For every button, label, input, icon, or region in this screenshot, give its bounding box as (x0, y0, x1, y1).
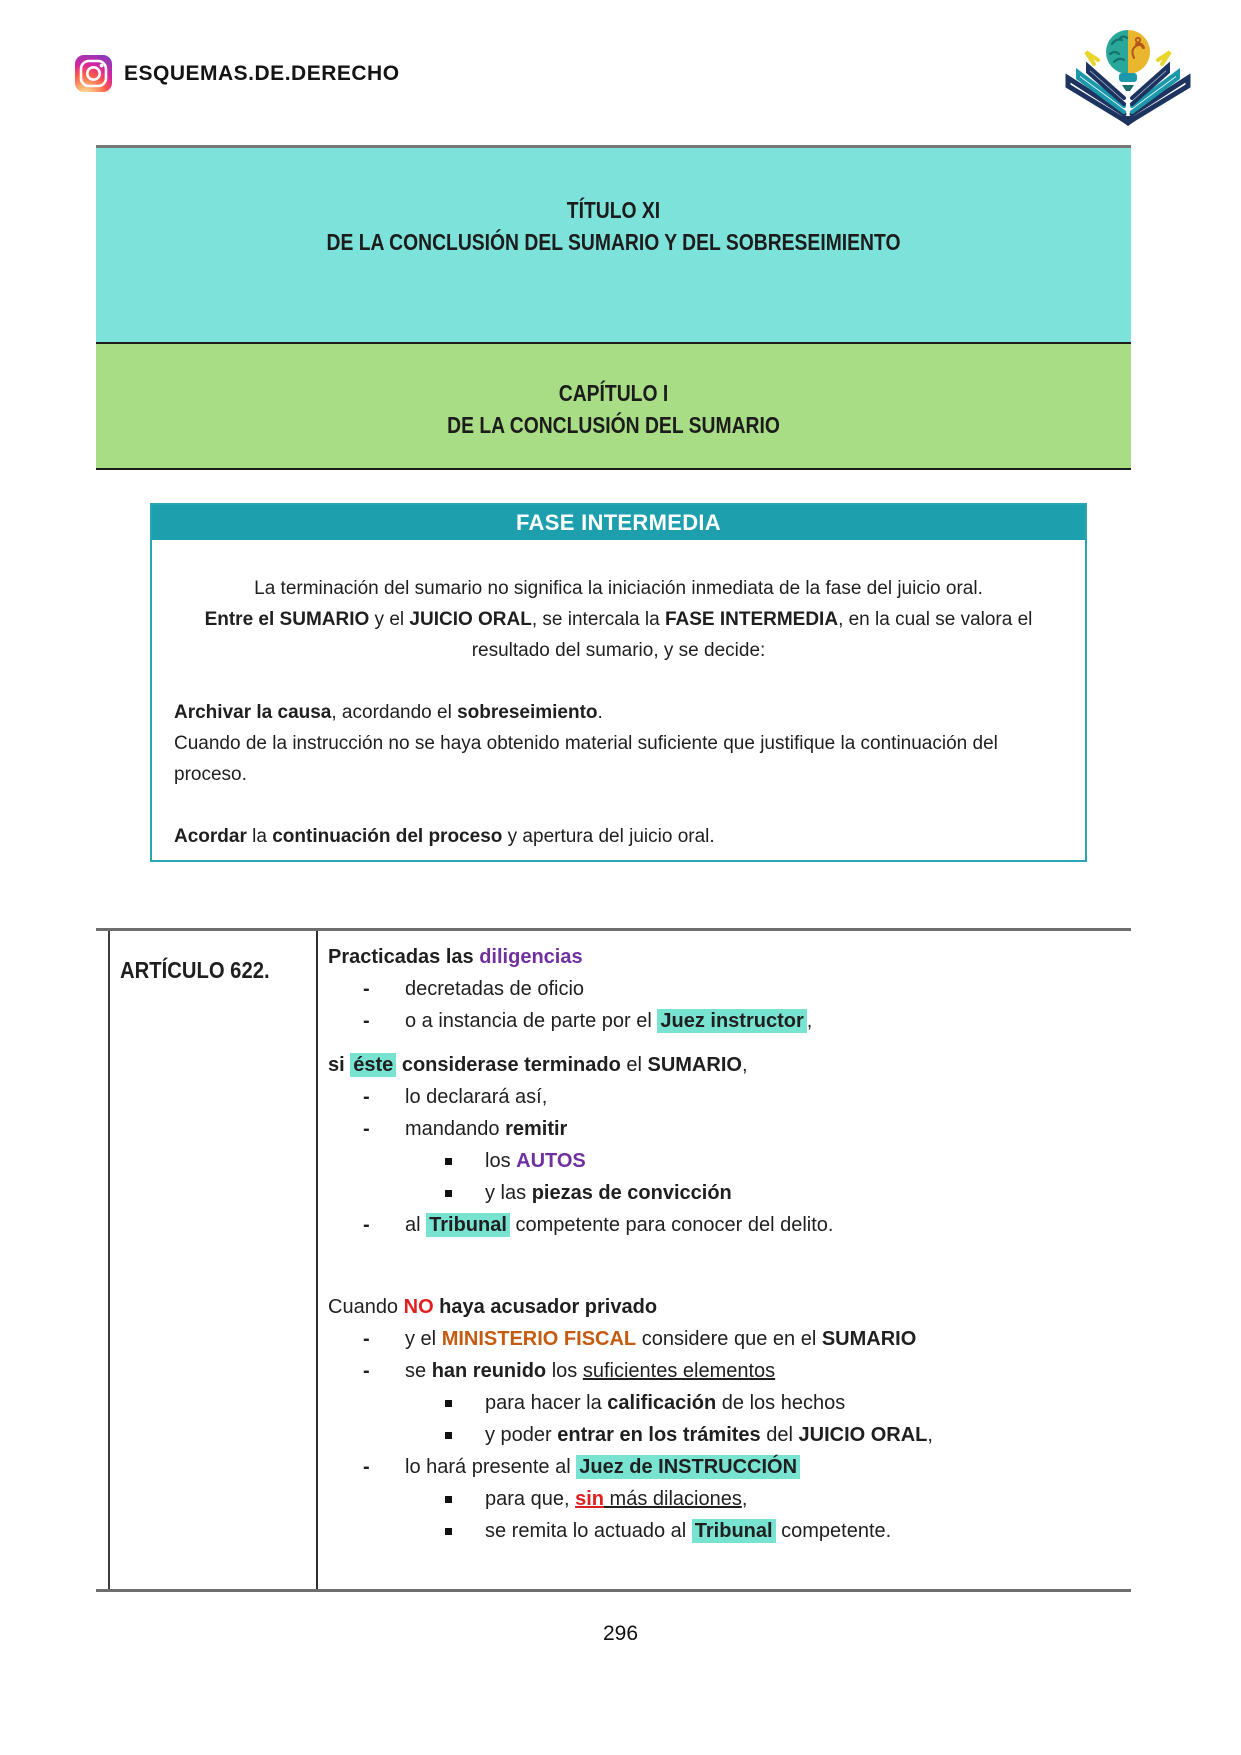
brain-lightbulb-book-logo (1058, 14, 1198, 136)
chapter-banner (96, 342, 1131, 470)
text-segment: , (741, 1054, 748, 1076)
text-segment: NO (403, 1296, 434, 1318)
article-line-text (328, 1419, 933, 1451)
text-segment: los (546, 1360, 583, 1382)
dash-bullet-icon: - (363, 1360, 370, 1382)
text-segment: y apertura del juicio oral. (502, 826, 715, 847)
text-segment: haya acusador privado (433, 1296, 658, 1318)
article-line-text (328, 1081, 547, 1113)
article-content-cell (328, 941, 1128, 1547)
text-segment: remitir (505, 1118, 568, 1140)
article-line-text (328, 1145, 586, 1177)
article-line-text (328, 1323, 916, 1355)
article-line (328, 1209, 1128, 1241)
text-segment: JUICIO ORAL (798, 1424, 928, 1446)
chapter-banner-line2: DE LA CONCLUSIÓN DEL SUMARIO (447, 412, 780, 438)
text-segment: si (328, 1054, 351, 1076)
article-line-text (328, 1483, 747, 1515)
article-line (328, 1387, 1128, 1419)
text-segment: y las (485, 1182, 532, 1204)
page-header (75, 55, 400, 92)
text-segment: Cuando de la instrucción no se haya obtenido material suficiente que justifique la continuación del proceso. (174, 733, 998, 785)
article-line-text (328, 1296, 657, 1318)
text-segment: FASE INTERMEDIA (664, 609, 839, 630)
article-line (328, 1145, 1128, 1177)
text-segment: entrar en los trámites (557, 1424, 761, 1446)
article-line (328, 1005, 1128, 1037)
table-left-border (108, 931, 110, 1589)
text-segment: calificación (607, 1392, 717, 1414)
text-segment: , se intercala la (531, 609, 665, 630)
text-segment: competente para conocer del delito. (509, 1214, 834, 1236)
instagram-icon (75, 55, 112, 92)
text-segment: Juez de INSTRUCCIÓN (576, 1455, 800, 1479)
article-line (328, 1113, 1128, 1145)
article-line-text (328, 1005, 812, 1037)
square-bullet-icon (445, 1528, 452, 1535)
article-line-text (328, 1209, 833, 1241)
text-segment: diligencias (479, 946, 583, 968)
article-line (328, 1291, 1128, 1323)
article-line (328, 1483, 1128, 1515)
text-segment: han reunido (431, 1360, 547, 1382)
article-line (328, 1419, 1128, 1451)
text-segment: , (806, 1010, 813, 1032)
text-segment: lo declarará así, (405, 1086, 548, 1108)
text-segment: sobreseimiento (457, 702, 598, 723)
article-line (328, 973, 1128, 1005)
article-label: ARTÍCULO 622. (120, 957, 270, 983)
article-line-text (328, 1451, 800, 1483)
text-segment: Juez instructor (657, 1009, 806, 1033)
fase-box-body (152, 540, 1085, 852)
text-segment: la (246, 826, 273, 847)
text-segment: decretadas de oficio (405, 978, 585, 1000)
dash-bullet-icon: - (363, 1118, 370, 1140)
text-segment: de los hechos (716, 1392, 846, 1414)
square-bullet-icon (445, 1158, 452, 1165)
text-segment: Practicadas las (328, 946, 480, 968)
article-line-text (328, 946, 583, 968)
article-line-text (328, 1053, 748, 1077)
article-line (328, 1515, 1128, 1547)
text-segment: o a instancia de parte por el (405, 1010, 658, 1032)
dash-bullet-icon: - (363, 1086, 370, 1108)
text-segment: más dilaciones (603, 1488, 742, 1510)
text-segment: competente. (775, 1520, 892, 1542)
page-number: 296 (602, 1622, 639, 1645)
text-segment: para que, (485, 1488, 576, 1510)
account-handle: ESQUEMAS.DE.DERECHO (124, 61, 400, 85)
text-segment: SUMARIO (647, 1054, 742, 1076)
text-segment: MINISTERIO FISCAL (441, 1328, 637, 1350)
text-segment: piezas de convicción (531, 1182, 732, 1204)
article-line (328, 1323, 1128, 1355)
fase-paragraph (174, 573, 1063, 604)
dash-bullet-icon: - (363, 1328, 370, 1350)
text-segment: se (405, 1360, 432, 1382)
text-segment: del (760, 1424, 799, 1446)
text-segment: Cuando (328, 1296, 404, 1318)
fase-paragraph (174, 697, 1063, 728)
article-line-text (328, 1515, 891, 1547)
dash-bullet-icon: - (363, 1010, 370, 1032)
text-segment: JUICIO ORAL (409, 609, 532, 630)
article-622-table (96, 928, 1131, 1592)
dash-bullet-icon: - (363, 1214, 370, 1236)
text-segment: y el (369, 609, 410, 630)
square-bullet-icon (445, 1190, 452, 1197)
chapter-banner-line1: CAPÍTULO I (558, 380, 669, 406)
text-segment: y poder (485, 1424, 558, 1446)
article-line (328, 1451, 1128, 1483)
text-segment: considere que en el (636, 1328, 822, 1350)
text-segment: Archivar la causa (174, 702, 332, 723)
fase-paragraph (174, 728, 1063, 790)
text-segment: el (626, 1054, 648, 1076)
article-line (328, 1177, 1128, 1209)
text-segment: éste (350, 1053, 396, 1077)
text-segment: lo hará presente al (405, 1456, 577, 1478)
text-segment: al (405, 1214, 427, 1236)
title-banner (96, 148, 1131, 342)
text-segment: continuación del proceso (272, 826, 503, 847)
text-segment: , en la cual se valora el resultado del sumario, y se decide: (471, 609, 1033, 661)
text-segment: y el (405, 1328, 442, 1350)
text-segment: Tribunal (426, 1213, 510, 1237)
text-segment: Acordar (174, 826, 247, 847)
instagram-camera-glyph (75, 55, 112, 92)
article-line (328, 1049, 1128, 1081)
text-segment: suficientes elementos (582, 1360, 776, 1382)
text-segment: considerase terminado (396, 1054, 627, 1076)
text-segment: Tribunal (692, 1519, 776, 1543)
fase-intermedia-box (150, 503, 1087, 862)
dash-bullet-icon: - (363, 1456, 370, 1478)
text-segment: La terminación del sumario no significa la iniciación inmediata de la fase del juicio oral. (254, 578, 983, 599)
text-segment: SUMARIO (821, 1328, 917, 1350)
text-segment: . (597, 702, 603, 723)
text-segment: Entre el SUMARIO (204, 609, 370, 630)
article-line-text (328, 1387, 845, 1419)
article-line (328, 1355, 1128, 1387)
text-segment: , acordando el (331, 702, 458, 723)
title-banner-line2: DE LA CONCLUSIÓN DEL SUMARIO Y DEL SOBRESEIMIENTO (326, 229, 901, 255)
article-line (328, 941, 1128, 973)
text-segment: , (927, 1424, 933, 1446)
fase-paragraph (174, 821, 1063, 852)
fase-paragraph (174, 604, 1063, 666)
title-banner-line1: TÍTULO XI (566, 197, 661, 223)
text-segment: mandando (405, 1118, 506, 1140)
text-segment: , (741, 1488, 748, 1510)
article-line (328, 1081, 1128, 1113)
table-column-divider (316, 931, 318, 1589)
text-segment: para hacer la (485, 1392, 608, 1414)
fase-box-header: FASE INTERMEDIA (152, 505, 1085, 540)
square-bullet-icon (445, 1496, 452, 1503)
square-bullet-icon (445, 1400, 452, 1407)
square-bullet-icon (445, 1432, 452, 1439)
article-line-text (328, 1355, 775, 1387)
dash-bullet-icon: - (363, 978, 370, 1000)
article-line-text (328, 1177, 732, 1209)
text-segment: los (485, 1150, 517, 1172)
text-segment: sin (575, 1488, 604, 1510)
text-segment: se remita lo actuado al (485, 1520, 692, 1542)
text-segment: AUTOS (516, 1150, 586, 1172)
